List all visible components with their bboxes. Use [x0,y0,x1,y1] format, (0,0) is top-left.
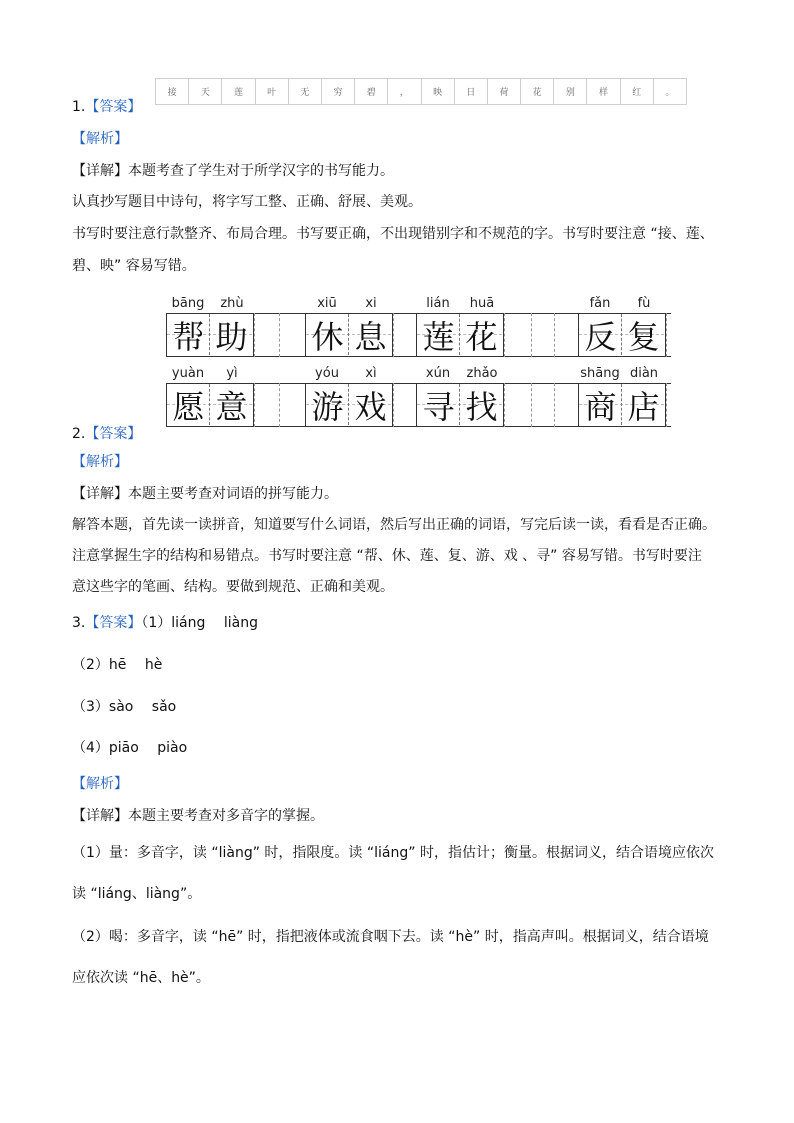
word-group [416,295,504,357]
hanzi: 助 [215,317,248,356]
pinyin: shāng [580,366,620,381]
hanzi: 花 [465,317,498,356]
grid-divider [279,383,280,427]
copy-cell: 碧 [355,79,388,104]
q3-analysis-label: 【解析】 [72,776,128,792]
q3-explain-1a: （1）量：多音字，读 “liàng” 时，指限度。读 “liáng” 时，指估计；衡量。根据词义，结合语境应依次 [72,845,714,861]
q2-detail: 【详解】本题主要考查对词语的拼写能力。 [72,486,338,502]
q2-paragraph-2: 注意掌握生字的结构和易错点。书写时要注意 “帮、休、莲、复、游、戏 、寻” 容易写错。书写时要注 [72,548,702,564]
hanzi: 休 [311,317,344,356]
q3-answer-3: （3）sào sǎo [72,699,177,715]
tianzige-box [416,313,504,357]
hanzi: 莲 [422,317,455,356]
copy-cell: 荷 [488,79,521,104]
q3-explain-1b: 读 “liáng、liàng”。 [72,886,202,902]
word-group [166,295,254,357]
pinyin: xì [365,366,377,381]
pinyin-grid-row-1 [166,295,671,357]
pinyin: bāng [171,296,205,311]
q1-detail: 【详解】本题考查了学生对于所学汉字的书写能力。 [72,163,394,179]
q1-paragraph-2a: 书写时要注意行款整齐、布局合理。书写要正确，不出现错别字和不规范的字。书写时要注意 “接、莲、 [72,226,714,242]
tianzige-box [305,313,393,357]
pinyin: diàn [629,366,659,381]
pinyin: xiū [317,296,337,311]
word-group [305,365,393,427]
q3-detail: 【详解】本题主要考查对多音字的掌握。 [72,808,324,824]
q3-answer-line [72,613,258,633]
grid-divider [504,383,505,427]
q3-answer-4: （4）piāo piào [72,740,188,756]
q3-answer-label: 【答案】 [85,615,142,631]
word-group [166,365,254,427]
word-group [578,295,666,357]
copy-cell: 天 [189,79,222,104]
copy-cell: 接 [156,79,189,104]
copy-cell: 。 [654,79,687,104]
tianzige-box [578,383,666,427]
copy-cell: 样 [587,79,620,104]
pinyin: xún [425,366,451,381]
word-group [305,295,393,357]
q1-number: 1. [72,99,86,115]
pinyin: yì [226,366,238,381]
q2-analysis-label: 【解析】 [72,454,128,470]
q2-paragraph-1: 解答本题，首先读一读拼音，知道要写什么词语，然后写出正确的词语，写完后读一读，看看是否正确。 [72,517,716,533]
copy-cell: 红 [621,79,654,104]
hanzi: 戏 [354,387,387,426]
pinyin: xi [365,296,377,311]
pinyin: zhǎo [466,366,498,381]
grid-divider [666,313,667,357]
copy-cell: ， [388,79,421,104]
tianzige-box [305,383,393,427]
copy-cell: 穷 [322,79,355,104]
grid-divider [279,313,280,357]
q2-number: 2. [72,426,86,442]
copy-cell: 别 [554,79,587,104]
q3-answer-2: （2）hē hè [72,657,163,673]
q3-answer-1: （1）liáng liàng [141,615,258,631]
q1-analysis-label: 【解析】 [72,131,128,147]
hanzi: 游 [311,387,344,426]
word-group [578,365,666,427]
pinyin-grid-row-2 [166,365,671,427]
hanzi: 找 [465,387,498,426]
grid-divider [666,383,667,427]
grid-divider [254,383,255,427]
hanzi: 复 [627,317,660,356]
pinyin: huā [469,296,495,311]
hanzi: 帮 [172,317,205,356]
tianzige-box [166,383,254,427]
grid-divider [554,383,555,427]
pinyin: fù [637,296,651,311]
pinyin: yóu [315,366,339,381]
copy-cell: 无 [289,79,322,104]
grid-divider [393,383,394,427]
q2-answer-line [72,424,141,444]
pinyin: zhù [220,296,244,311]
pinyin: yuàn [171,366,205,381]
grid-divider [531,383,532,427]
grid-divider [554,313,555,357]
copy-cell: 花 [521,79,554,104]
q1-paragraph-1: 认真抄写题目中诗句，将字写工整、正确、舒展、美观。 [72,194,422,210]
copy-cell: 日 [455,79,488,104]
q3-number: 3. [72,615,86,631]
copy-answer-row [155,78,687,105]
pinyin: fǎn [589,296,611,311]
hanzi: 意 [215,387,248,426]
tianzige-box [416,383,504,427]
hanzi: 商 [584,387,617,426]
grid-divider [531,313,532,357]
copy-cell: 叶 [256,79,289,104]
q2-paragraph-3: 意这些字的笔画、结构。要做到规范、正确和美观。 [72,579,394,595]
q2-answer-label: 【答案】 [85,426,142,442]
hanzi: 愿 [172,387,205,426]
hanzi: 店 [627,387,660,426]
copy-cell: 莲 [222,79,255,104]
q1-answer-label: 【答案】 [85,99,142,115]
copy-cell: 映 [422,79,455,104]
hanzi: 反 [584,317,617,356]
q3-explain-2b: 应依次读 “hē、hè”。 [72,970,210,986]
grid-divider [393,313,394,357]
tianzige-box [166,313,254,357]
hanzi: 寻 [422,387,455,426]
grid-divider [254,313,255,357]
hanzi: 息 [354,317,387,356]
word-group [416,365,504,427]
q1-answer-line [72,97,141,117]
q1-paragraph-2b: 碧、映” 容易写错。 [72,258,196,274]
grid-divider [504,313,505,357]
q3-explain-2a: （2）喝：多音字，读 “hē” 时，指把液体或流食咽下去。读 “hè” 时，指高声叫。根据词义，结合语境 [72,929,709,945]
pinyin: lián [426,296,450,311]
tianzige-box [578,313,666,357]
